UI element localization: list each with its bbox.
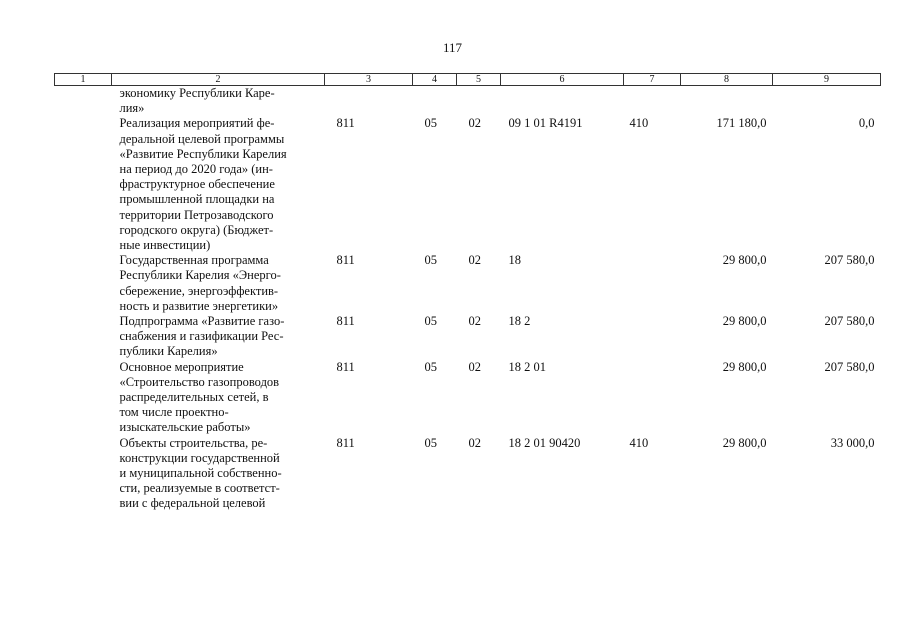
col-header-8: 8 [681, 74, 773, 86]
expense-type-cell: 410 [629, 116, 649, 131]
target-article-cell: 18 2 [508, 314, 531, 329]
col-header-1: 1 [55, 74, 112, 86]
row-number-cell [55, 116, 112, 253]
item-name-cell [112, 86, 325, 117]
header-row [55, 74, 881, 86]
item-name-cell [112, 436, 325, 512]
row-number-cell [55, 253, 112, 314]
amount-year-2-cell: 33 000,0 [830, 435, 875, 450]
ministry-code-cell: 811 [336, 314, 355, 329]
col-header-3: 3 [325, 74, 413, 86]
target-article-cell [501, 86, 624, 117]
budget-table [54, 73, 881, 512]
col-header-2: 2 [112, 74, 325, 86]
item-name-line: ные инвестиции) [119, 238, 211, 253]
ministry-code-cell: 811 [336, 435, 355, 450]
col-header-7: 7 [624, 74, 681, 86]
expense-type-cell [624, 253, 681, 314]
item-name-line: территории Петрозаводского [119, 207, 274, 222]
target-article-cell: 18 2 01 90420 [508, 435, 581, 450]
section-code-cell [413, 86, 457, 117]
item-name-cell [112, 360, 325, 436]
item-name-line: Объекты строительства, ре- [119, 435, 268, 450]
amount-year-2-cell: 0,0 [858, 116, 875, 131]
item-name-line: сти, реализуемые в соответст- [119, 481, 280, 496]
table-row [55, 360, 881, 436]
table-row [55, 116, 881, 253]
ministry-code-cell: 811 [336, 116, 355, 131]
amount-year-2-cell: 207 580,0 [824, 359, 875, 374]
item-name-cell [112, 253, 325, 314]
expense-type-cell [624, 360, 681, 436]
col-header-9: 9 [773, 74, 881, 86]
ministry-code-cell: 811 [336, 253, 355, 268]
target-article-cell: 18 2 01 [508, 359, 546, 374]
page-number: 117 [442, 40, 463, 55]
ministry-code-cell [325, 86, 413, 117]
item-name-line: Республики Карелия «Энерго- [119, 268, 281, 283]
subsection-code-cell: 02 [468, 359, 481, 374]
amount-year-2-cell: 207 580,0 [824, 314, 875, 329]
item-name-line: Подпрограмма «Развитие газо- [119, 314, 285, 329]
item-name-line: и муниципальной собственно- [119, 466, 282, 481]
section-code-cell: 05 [424, 314, 437, 329]
amount-year-2-cell: 207 580,0 [824, 253, 875, 268]
item-name-line: Основное мероприятие [119, 359, 244, 374]
section-code-cell: 05 [424, 116, 437, 131]
item-name-line: вии с федеральной целевой [119, 496, 266, 511]
row-number-cell [55, 314, 112, 360]
item-name-cell [112, 116, 325, 253]
item-name-line: «Строительство газопроводов [119, 374, 280, 389]
section-code-cell: 05 [424, 253, 437, 268]
item-name-line: сбережение, энергоэффектив- [119, 283, 279, 298]
item-name-line: деральной целевой программы [119, 131, 285, 146]
item-name-line: том числе проектно- [119, 405, 229, 420]
item-name-line: распределительных сетей, в [119, 390, 269, 405]
amount-year-1-cell: 29 800,0 [722, 253, 767, 268]
subsection-code-cell: 02 [468, 116, 481, 131]
item-name-line: фраструктурное обеспечение [119, 177, 275, 192]
table-row [55, 253, 881, 314]
expense-type-cell [624, 86, 681, 117]
ministry-code-cell: 811 [336, 359, 355, 374]
amount-year-1-cell [681, 86, 773, 117]
col-header-4: 4 [413, 74, 457, 86]
row-number-cell [55, 436, 112, 512]
amount-year-1-cell: 29 800,0 [722, 314, 767, 329]
amount-year-2-cell [773, 86, 881, 117]
subsection-code-cell: 02 [468, 435, 481, 450]
item-name-line: конструкции государственной [119, 450, 280, 465]
item-name-line: снабжения и газификации Рес- [119, 329, 284, 344]
section-code-cell: 05 [424, 359, 437, 374]
expense-type-cell [624, 314, 681, 360]
target-article-cell: 18 [508, 253, 521, 268]
subsection-code-cell [457, 86, 501, 117]
item-name-line: ность и развитие энергетики» [119, 298, 279, 313]
amount-year-1-cell: 29 800,0 [722, 359, 767, 374]
item-name-line: городского округа) (Бюджет- [119, 222, 274, 237]
item-name-line: изыскательские работы» [119, 420, 251, 435]
item-name-line: Реализация мероприятий фе- [119, 116, 275, 131]
item-name-line: Государственная программа [119, 253, 269, 268]
table-row [55, 86, 881, 117]
item-name-line: публики Карелия» [119, 344, 218, 359]
col-header-5: 5 [457, 74, 501, 86]
table-row [55, 436, 881, 512]
amount-year-1-cell: 171 180,0 [716, 116, 767, 131]
table-row [55, 314, 881, 360]
item-name-line: экономику Республики Каре- [119, 86, 275, 100]
amount-year-1-cell: 29 800,0 [722, 435, 767, 450]
subsection-code-cell: 02 [468, 253, 481, 268]
item-name-line: лия» [119, 101, 145, 116]
table-body [55, 86, 881, 512]
item-name-line: промышленной площадки на [119, 192, 275, 207]
row-number-cell [55, 86, 112, 117]
col-header-6: 6 [501, 74, 624, 86]
subsection-code-cell: 02 [468, 314, 481, 329]
target-article-cell: 09 1 01 R4191 [508, 116, 583, 131]
expense-type-cell: 410 [629, 435, 649, 450]
item-name-line: «Развитие Республики Карелия [119, 146, 287, 161]
item-name-line: на период до 2020 года» (ин- [119, 162, 273, 177]
row-number-cell [55, 360, 112, 436]
item-name-cell [112, 314, 325, 360]
section-code-cell: 05 [424, 435, 437, 450]
